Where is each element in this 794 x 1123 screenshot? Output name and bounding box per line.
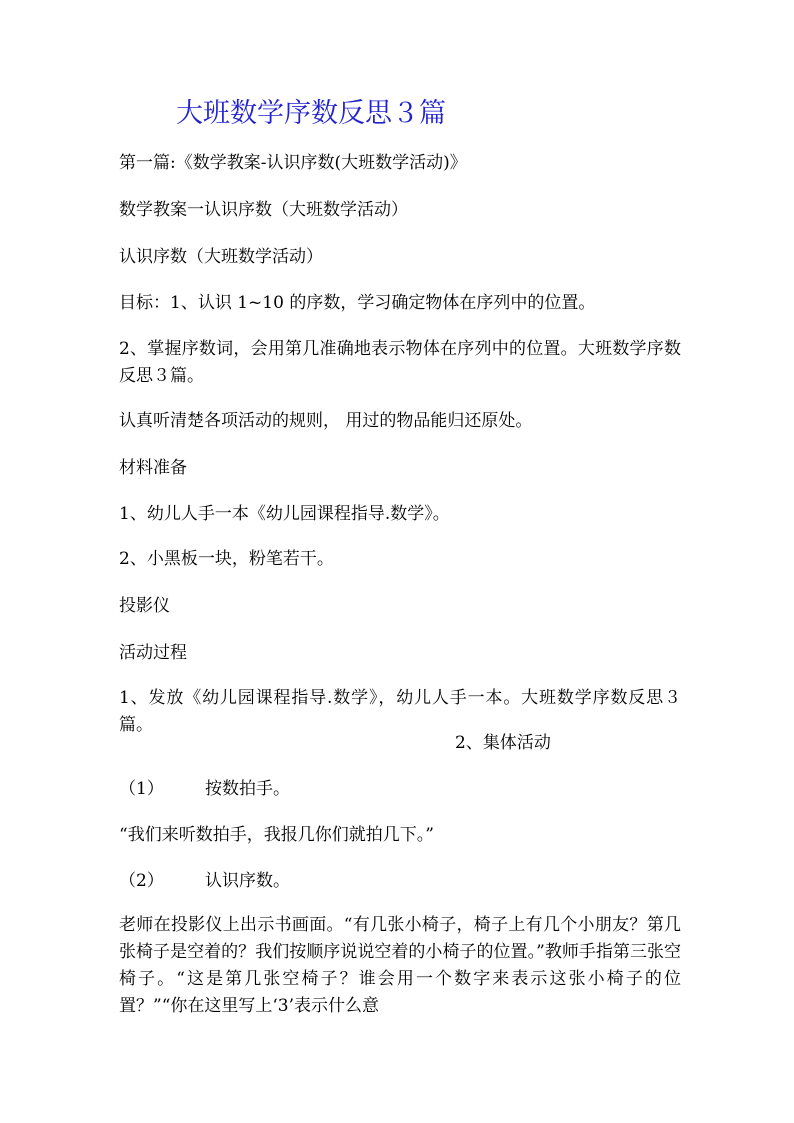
paragraph-chapter-heading: 第一篇:《数学教案-认识序数(大班数学活动)》: [119, 153, 467, 173]
paragraph-goal-3: 认真听清楚各项活动的规则， 用过的物品能归还原处。: [119, 411, 533, 431]
paragraph-process-heading: 活动过程: [119, 643, 187, 663]
paragraph-goal-1: 目标：1、认识 1~10 的序数，学习确定物体在序列中的位置。: [119, 293, 596, 313]
paragraph-material-3: 投影仪: [119, 596, 170, 616]
step-1-text: 按数拍手。: [205, 779, 290, 799]
paragraph-step-1-quote: “我们来听数拍手，我报几你们就拍几下。”: [119, 825, 434, 845]
paragraph-material-1: 1、幼儿人手一本《幼儿园课程指导.数学》。: [119, 504, 450, 524]
paragraph-materials-heading: 材料准备: [119, 458, 187, 478]
paragraph-process-2: 2、集体活动: [455, 733, 551, 753]
paragraph-step-2: [119, 868, 681, 895]
step-1-number: （1）: [119, 779, 164, 799]
paragraph-step-2-description: 老师在投影仪上出示书画面。“有几张小椅子，椅子上有几个小朋友？第几张椅子是空着的？我们按顺序说说空着的小椅子的位置。”教师手指第三张空椅子。“这是第几张空椅子？谁会用一个数字来表示这张小椅子的位置？”“你在这里写上‘3’表示什么意: [119, 915, 681, 1016]
paragraph-step-1: [119, 776, 681, 803]
paragraph-material-2: 2、小黑板一块，粉笔若干。: [119, 549, 334, 569]
paragraph-subtitle: 认识序数（大班数学活动）: [119, 247, 323, 267]
paragraph-lesson-title: 数学教案一认识序数（大班数学活动）: [119, 200, 408, 220]
document-title: 大班数学序数反思３篇: [176, 98, 446, 129]
paragraph-goal-2: 2、掌握序数词，会用第几准确地表示物体在序列中的位置。大班数学序数反思３篇。: [119, 339, 681, 386]
step-2-number: （2）: [119, 871, 164, 891]
step-2-text: 认识序数。: [205, 871, 290, 891]
paragraph-process-1: 1、发放《幼儿园课程指导.数学》，幼儿人手一本。大班数学序数反思３篇。: [119, 688, 681, 735]
